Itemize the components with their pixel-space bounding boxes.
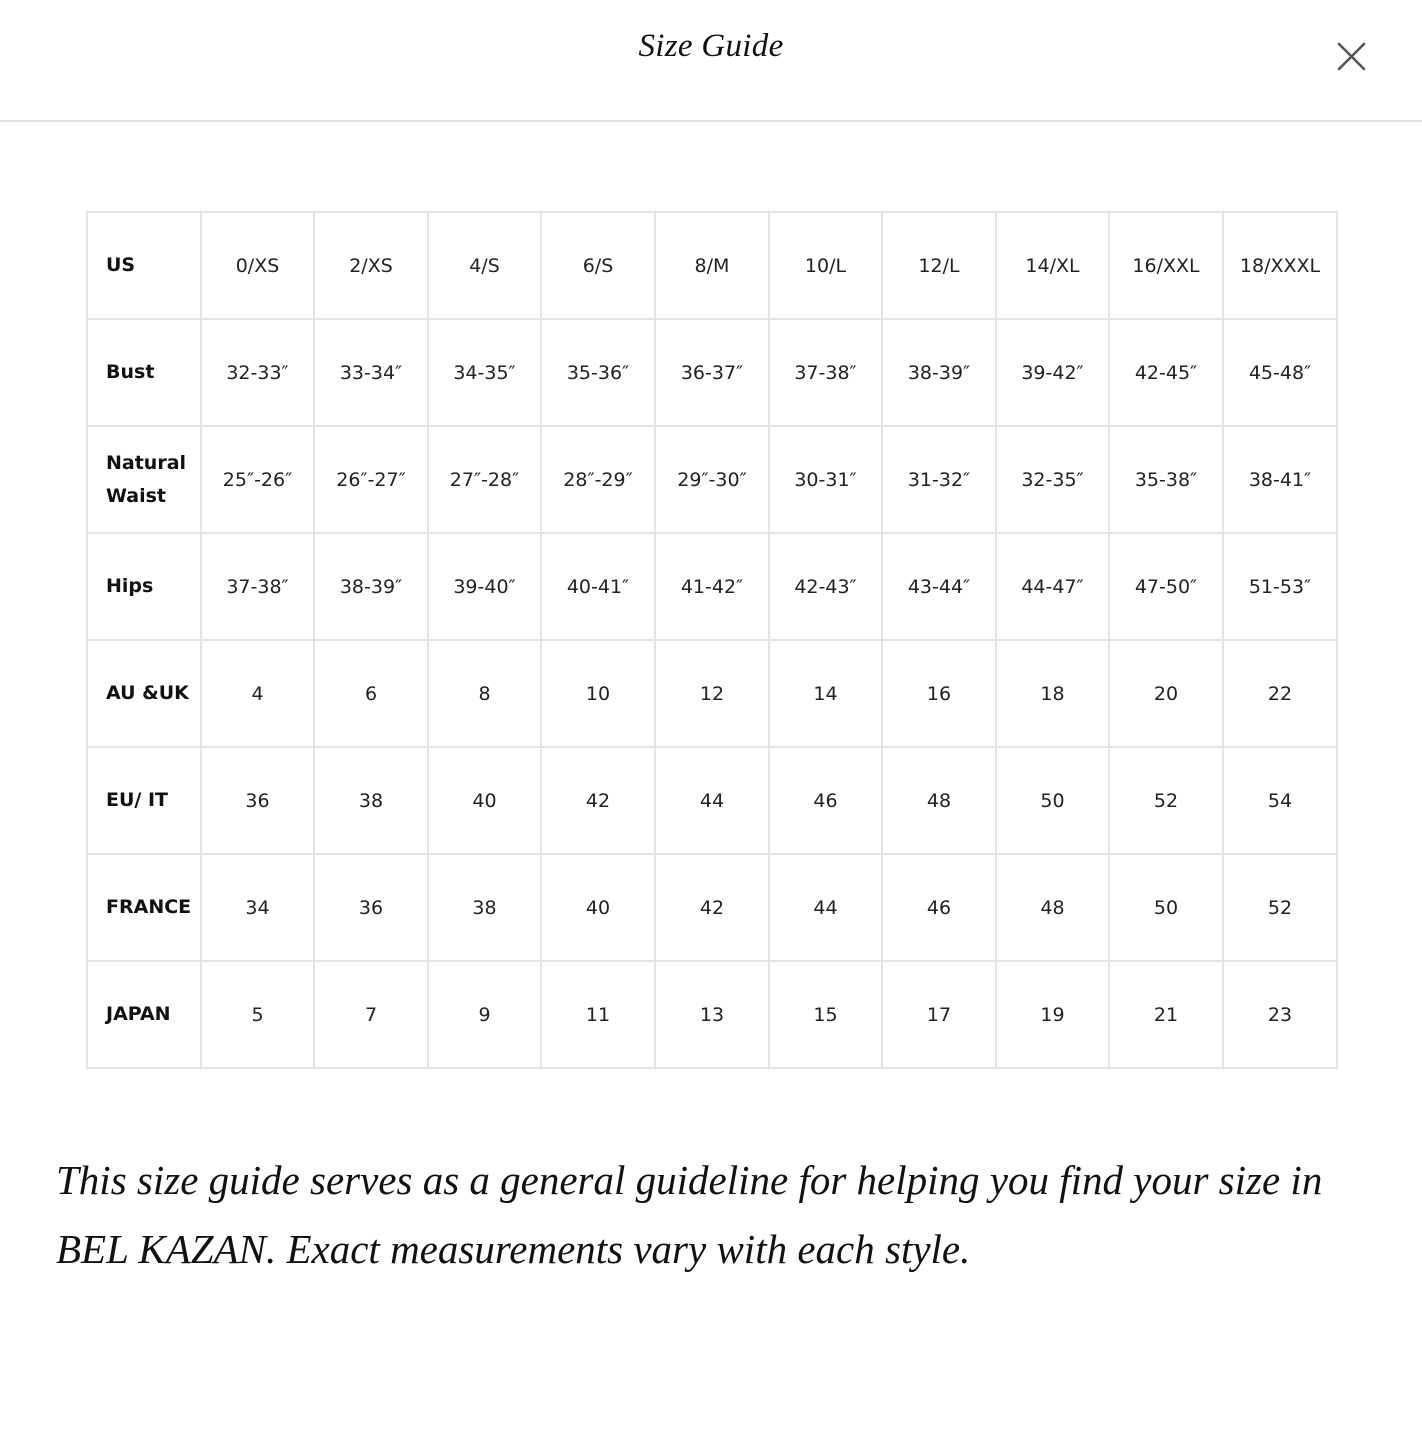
table-row: [87, 533, 1337, 640]
modal-title: Size Guide: [638, 28, 784, 64]
table-cell: 45-48″: [1223, 319, 1337, 426]
table-cell: 12: [655, 640, 769, 747]
table-cell: 39-40″: [428, 533, 541, 640]
table-cell: 37-38″: [201, 533, 314, 640]
table-cell: 46: [882, 854, 996, 961]
table-cell: 23: [1223, 961, 1337, 1068]
table-cell: 50: [1109, 854, 1223, 961]
table-cell: 36: [201, 747, 314, 854]
table-cell: 20: [1109, 640, 1223, 747]
table-cell: 19: [996, 961, 1109, 1068]
table-cell: 39-42″: [996, 319, 1109, 426]
row-label: Hips: [87, 533, 201, 640]
close-icon: [1328, 34, 1374, 80]
row-label: AU &UK: [87, 640, 201, 747]
table-cell: 38-39″: [314, 533, 428, 640]
table-cell: 13: [655, 961, 769, 1068]
table-cell: 44: [769, 854, 882, 961]
table-cell: 44-47″: [996, 533, 1109, 640]
table-cell: 34-35″: [428, 319, 541, 426]
table-cell: 38-39″: [882, 319, 996, 426]
row-label: JAPAN: [87, 961, 201, 1068]
table-cell: 4: [201, 640, 314, 747]
table-cell: 8: [428, 640, 541, 747]
table-cell: 54: [1223, 747, 1337, 854]
table-cell: 37-38″: [769, 319, 882, 426]
table-cell: 50: [996, 747, 1109, 854]
table-cell: 36-37″: [655, 319, 769, 426]
table-cell: 46: [769, 747, 882, 854]
table-row: [87, 640, 1337, 747]
table-cell: 51-53″: [1223, 533, 1337, 640]
table-cell: 43-44″: [882, 533, 996, 640]
row-label: Bust: [87, 319, 201, 426]
modal-header: [0, 0, 1422, 122]
table-cell: 48: [996, 854, 1109, 961]
table-cell: 18/XXXL: [1223, 212, 1337, 319]
table-cell: 34: [201, 854, 314, 961]
size-guide-note: This size guide serves as a general guideline for helping you find your size in BEL KAZAN. Exact measurements vary with each style.: [56, 1157, 1323, 1272]
table-cell: 7: [314, 961, 428, 1068]
table-cell: 38-41″: [1223, 426, 1337, 533]
table-cell: 40: [428, 747, 541, 854]
table-cell: 10/L: [769, 212, 882, 319]
table-cell: 31-32″: [882, 426, 996, 533]
table-cell: 41-42″: [655, 533, 769, 640]
table-cell: 47-50″: [1109, 533, 1223, 640]
table-row: [87, 961, 1337, 1068]
table-row: [87, 212, 1337, 319]
table-cell: 35-38″: [1109, 426, 1223, 533]
table-cell: 9: [428, 961, 541, 1068]
table-cell: 6/S: [541, 212, 655, 319]
table-cell: 5: [201, 961, 314, 1068]
table-cell: 38: [428, 854, 541, 961]
table-cell: 38: [314, 747, 428, 854]
table-cell: 14/XL: [996, 212, 1109, 319]
table-row: [87, 854, 1337, 961]
table-row: [87, 747, 1337, 854]
table-cell: 18: [996, 640, 1109, 747]
table-cell: 48: [882, 747, 996, 854]
table-cell: 42: [655, 854, 769, 961]
table-row: [87, 426, 1337, 533]
table-cell: 16/XXL: [1109, 212, 1223, 319]
table-cell: 0/XS: [201, 212, 314, 319]
table-cell: 29″-30″: [655, 426, 769, 533]
table-cell: 2/XS: [314, 212, 428, 319]
table-cell: 16: [882, 640, 996, 747]
table-cell: 33-34″: [314, 319, 428, 426]
size-chart-table: [86, 211, 1338, 1069]
row-label: FRANCE: [87, 854, 201, 961]
table-cell: 42-43″: [769, 533, 882, 640]
table-cell: 32-35″: [996, 426, 1109, 533]
table-cell: 14: [769, 640, 882, 747]
table-cell: 28″-29″: [541, 426, 655, 533]
table-cell: 11: [541, 961, 655, 1068]
table-cell: 52: [1109, 747, 1223, 854]
table-cell: 6: [314, 640, 428, 747]
table-cell: 21: [1109, 961, 1223, 1068]
table-cell: 10: [541, 640, 655, 747]
table-cell: 22: [1223, 640, 1337, 747]
table-cell: 36: [314, 854, 428, 961]
table-cell: 12/L: [882, 212, 996, 319]
table-cell: 26″-27″: [314, 426, 428, 533]
table-cell: 8/M: [655, 212, 769, 319]
table-cell: 42: [541, 747, 655, 854]
table-cell: 4/S: [428, 212, 541, 319]
table-cell: 44: [655, 747, 769, 854]
table-cell: 40: [541, 854, 655, 961]
table-cell: 27″-28″: [428, 426, 541, 533]
table-cell: 15: [769, 961, 882, 1068]
table-cell: 40-41″: [541, 533, 655, 640]
close-button[interactable]: [1328, 34, 1374, 80]
table-cell: 42-45″: [1109, 319, 1223, 426]
table-cell: 32-33″: [201, 319, 314, 426]
row-label: EU/ IT: [87, 747, 201, 854]
table-row: [87, 319, 1337, 426]
row-label: Natural Waist: [87, 426, 201, 533]
table-cell: 25″-26″: [201, 426, 314, 533]
row-label: US: [87, 212, 201, 319]
table-cell: 35-36″: [541, 319, 655, 426]
table-cell: 17: [882, 961, 996, 1068]
table-cell: 30-31″: [769, 426, 882, 533]
table-cell: 52: [1223, 854, 1337, 961]
